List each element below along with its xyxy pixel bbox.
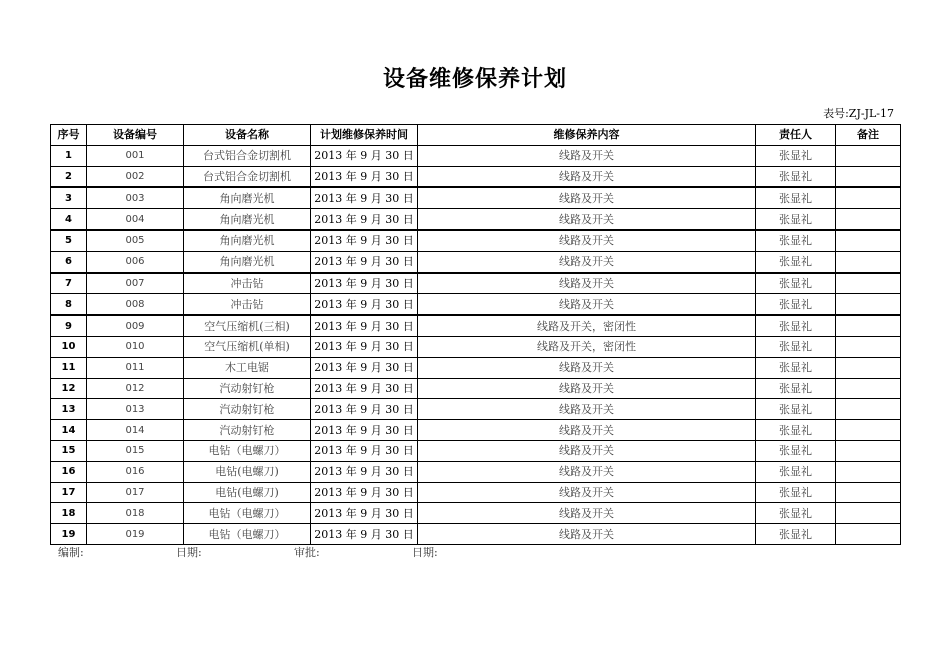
cell-note: [836, 251, 901, 272]
cell-planned-date: 2013 年 9 月 30 日: [311, 315, 418, 336]
cell-maintenance-content: 线路及开关: [418, 166, 756, 187]
cell-maintenance-content: 线路及开关: [418, 482, 756, 503]
table-row: [51, 166, 901, 187]
cell-planned-date: 2013 年 9 月 30 日: [311, 524, 418, 545]
cell-planned-date: 2013 年 9 月 30 日: [311, 336, 418, 357]
cell-maintenance-content: 线路及开关: [418, 273, 756, 294]
cell-note: [836, 482, 901, 503]
cell-note: [836, 399, 901, 420]
cell-equipment-name: 电钻（电螺刀）: [184, 524, 311, 545]
cell-equipment-name: 汽动射钉枪: [184, 399, 311, 420]
cell-equipment-name: 汽动射钉枪: [184, 378, 311, 399]
cell-note: [836, 315, 901, 336]
table-row: [51, 209, 901, 230]
cell-equipment-name: 角向磨光机: [184, 209, 311, 230]
cell-equipment-name: 电钻（电螺刀）: [184, 503, 311, 524]
cell-equipment-code: 002: [87, 166, 184, 187]
cell-equipment-name: 角向磨光机: [184, 230, 311, 251]
cell-equipment-code: 017: [87, 482, 184, 503]
cell-index: 13: [51, 399, 87, 420]
table-row: [51, 230, 901, 251]
cell-index: 11: [51, 357, 87, 378]
cell-planned-date: 2013 年 9 月 30 日: [311, 187, 418, 208]
cell-note: [836, 378, 901, 399]
table-row: [51, 399, 901, 420]
table-row: [51, 378, 901, 399]
cell-equipment-code: 003: [87, 187, 184, 208]
cell-note: [836, 524, 901, 545]
cell-maintenance-content: 线路及开关: [418, 503, 756, 524]
cell-owner: 张显礼: [756, 357, 836, 378]
cell-planned-date: 2013 年 9 月 30 日: [311, 357, 418, 378]
cell-maintenance-content: 线路及开关: [418, 251, 756, 272]
cell-note: [836, 357, 901, 378]
table-row: [51, 315, 901, 336]
cell-planned-date: 2013 年 9 月 30 日: [311, 294, 418, 315]
cell-planned-date: 2013 年 9 月 30 日: [311, 440, 418, 461]
cell-note: [836, 440, 901, 461]
cell-owner: 张显礼: [756, 209, 836, 230]
cell-index: 7: [51, 273, 87, 294]
cell-equipment-name: 台式铝合金切割机: [184, 166, 311, 187]
cell-index: 8: [51, 294, 87, 315]
table-row: [51, 482, 901, 503]
cell-maintenance-content: 线路及开关: [418, 230, 756, 251]
cell-equipment-code: 012: [87, 378, 184, 399]
cell-equipment-code: 015: [87, 440, 184, 461]
cell-maintenance-content: 线路及开关: [418, 294, 756, 315]
cell-equipment-name: 汽动射钉枪: [184, 420, 311, 441]
cell-owner: 张显礼: [756, 187, 836, 208]
cell-owner: 张显礼: [756, 166, 836, 187]
cell-owner: 张显礼: [756, 315, 836, 336]
cell-equipment-name: 台式铝合金切割机: [184, 145, 311, 166]
cell-equipment-code: 018: [87, 503, 184, 524]
cell-equipment-name: 角向磨光机: [184, 251, 311, 272]
cell-index: 5: [51, 230, 87, 251]
cell-index: 17: [51, 482, 87, 503]
cell-owner: 张显礼: [756, 336, 836, 357]
cell-equipment-code: 009: [87, 315, 184, 336]
table-row: [51, 440, 901, 461]
form-number: 表号:ZJ-JL-17: [823, 107, 894, 120]
cell-planned-date: 2013 年 9 月 30 日: [311, 461, 418, 482]
cell-equipment-code: 014: [87, 420, 184, 441]
cell-equipment-code: 016: [87, 461, 184, 482]
cell-equipment-name: 木工电锯: [184, 357, 311, 378]
cell-maintenance-content: 线路及开关: [418, 440, 756, 461]
cell-planned-date: 2013 年 9 月 30 日: [311, 399, 418, 420]
cell-owner: 张显礼: [756, 524, 836, 545]
cell-owner: 张显礼: [756, 251, 836, 272]
cell-equipment-code: 005: [87, 230, 184, 251]
cell-maintenance-content: 线路及开关，密闭性: [418, 336, 756, 357]
cell-maintenance-content: 线路及开关: [418, 378, 756, 399]
date-label-1: 日期:: [176, 546, 202, 559]
cell-index: 9: [51, 315, 87, 336]
cell-note: [836, 273, 901, 294]
cell-index: 16: [51, 461, 87, 482]
table-row: [51, 251, 901, 272]
header-index: 序号: [51, 125, 87, 146]
table-row: [51, 187, 901, 208]
cell-planned-date: 2013 年 9 月 30 日: [311, 482, 418, 503]
cell-equipment-code: 001: [87, 145, 184, 166]
cell-maintenance-content: 线路及开关: [418, 209, 756, 230]
cell-note: [836, 503, 901, 524]
cell-planned-date: 2013 年 9 月 30 日: [311, 251, 418, 272]
cell-equipment-code: 013: [87, 399, 184, 420]
cell-index: 15: [51, 440, 87, 461]
cell-equipment-code: 019: [87, 524, 184, 545]
cell-owner: 张显礼: [756, 378, 836, 399]
maintenance-plan-table: [50, 124, 901, 545]
table-row: [51, 461, 901, 482]
cell-maintenance-content: 线路及开关: [418, 461, 756, 482]
cell-note: [836, 166, 901, 187]
cell-note: [836, 209, 901, 230]
cell-index: 3: [51, 187, 87, 208]
cell-owner: 张显礼: [756, 230, 836, 251]
cell-equipment-code: 011: [87, 357, 184, 378]
cell-equipment-name: 空气压缩机(三相): [184, 315, 311, 336]
signature-footer: [58, 544, 438, 560]
approved-by-label: 审批:: [294, 546, 320, 559]
table-row: [51, 145, 901, 166]
cell-owner: 张显礼: [756, 399, 836, 420]
cell-note: [836, 420, 901, 441]
cell-note: [836, 187, 901, 208]
cell-owner: 张显礼: [756, 503, 836, 524]
cell-owner: 张显礼: [756, 482, 836, 503]
date-label-2: 日期:: [412, 546, 438, 559]
header-equipment-code: 设备编号: [87, 125, 184, 146]
prepared-by-label: 编制:: [58, 546, 84, 559]
cell-planned-date: 2013 年 9 月 30 日: [311, 230, 418, 251]
header-planned-date: 计划维修保养时间: [311, 125, 418, 146]
cell-owner: 张显礼: [756, 145, 836, 166]
cell-owner: 张显礼: [756, 461, 836, 482]
cell-maintenance-content: 线路及开关，密闭性: [418, 315, 756, 336]
page-title: 设备维修保养计划: [382, 67, 567, 92]
cell-index: 10: [51, 336, 87, 357]
cell-planned-date: 2013 年 9 月 30 日: [311, 503, 418, 524]
cell-owner: 张显礼: [756, 440, 836, 461]
cell-index: 19: [51, 524, 87, 545]
table-row: [51, 336, 901, 357]
cell-note: [836, 145, 901, 166]
header-equipment-name: 设备名称: [184, 125, 311, 146]
table-row: [51, 503, 901, 524]
cell-equipment-name: 冲击钻: [184, 294, 311, 315]
cell-owner: 张显礼: [756, 294, 836, 315]
cell-owner: 张显礼: [756, 420, 836, 441]
cell-owner: 张显礼: [756, 273, 836, 294]
cell-equipment-code: 008: [87, 294, 184, 315]
cell-planned-date: 2013 年 9 月 30 日: [311, 166, 418, 187]
cell-index: 4: [51, 209, 87, 230]
cell-planned-date: 2013 年 9 月 30 日: [311, 378, 418, 399]
cell-planned-date: 2013 年 9 月 30 日: [311, 209, 418, 230]
cell-equipment-name: 电钻(电螺刀): [184, 482, 311, 503]
cell-index: 1: [51, 145, 87, 166]
cell-equipment-code: 010: [87, 336, 184, 357]
cell-maintenance-content: 线路及开关: [418, 145, 756, 166]
cell-note: [836, 230, 901, 251]
table-row: [51, 273, 901, 294]
table-row: [51, 357, 901, 378]
cell-index: 2: [51, 166, 87, 187]
cell-equipment-name: 空气压缩机(单相): [184, 336, 311, 357]
cell-index: 12: [51, 378, 87, 399]
cell-planned-date: 2013 年 9 月 30 日: [311, 273, 418, 294]
cell-equipment-code: 004: [87, 209, 184, 230]
cell-index: 6: [51, 251, 87, 272]
table-row: [51, 420, 901, 441]
cell-maintenance-content: 线路及开关: [418, 420, 756, 441]
cell-note: [836, 336, 901, 357]
cell-maintenance-content: 线路及开关: [418, 187, 756, 208]
cell-equipment-name: 冲击钻: [184, 273, 311, 294]
cell-equipment-name: 电钻（电螺刀）: [184, 440, 311, 461]
header-owner: 责任人: [756, 125, 836, 146]
cell-maintenance-content: 线路及开关: [418, 357, 756, 378]
cell-planned-date: 2013 年 9 月 30 日: [311, 420, 418, 441]
cell-equipment-code: 007: [87, 273, 184, 294]
table-body: [51, 145, 901, 544]
table-row: [51, 524, 901, 545]
cell-index: 14: [51, 420, 87, 441]
cell-planned-date: 2013 年 9 月 30 日: [311, 145, 418, 166]
cell-note: [836, 294, 901, 315]
cell-equipment-name: 角向磨光机: [184, 187, 311, 208]
header-maintenance-content: 维修保养内容: [418, 125, 756, 146]
cell-maintenance-content: 线路及开关: [418, 399, 756, 420]
cell-equipment-name: 电钻(电螺刀): [184, 461, 311, 482]
cell-index: 18: [51, 503, 87, 524]
cell-equipment-code: 006: [87, 251, 184, 272]
cell-maintenance-content: 线路及开关: [418, 524, 756, 545]
table-header-row: [51, 125, 901, 146]
cell-note: [836, 461, 901, 482]
header-note: 备注: [836, 125, 901, 146]
table-row: [51, 294, 901, 315]
